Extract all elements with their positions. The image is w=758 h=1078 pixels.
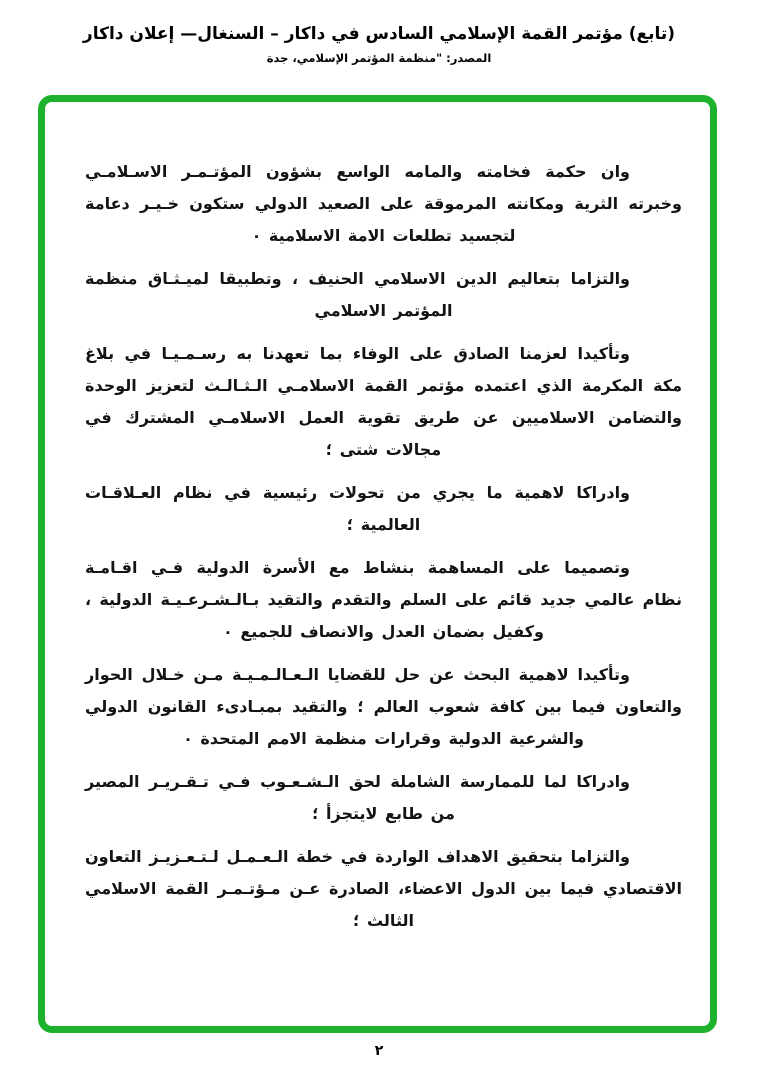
document-title: (تابع) مؤتمر القمة الإسلامي السادس في داكار – السنغال— إعلان داكار: [82, 24, 676, 44]
paragraph: وتأكيدا لعزمنا الصادق على الوفاء بما تعهدنا به رسـمـيـا في بلاغ مكة المكرمة الذي اعتمده مؤتمر القمة الاسلامـي الـثـالـث لتعزيز الوحدة والتضامن الاسلاميين عن طريق تقوية العمل الاسلامـي المشترك في مجالات شتى ؛: [85, 344, 682, 459]
paragraph: وادراكا لما للممارسة الشاملة لحق الـشـعـوب فـي تـقـريـر المصير من طابع لايتجزأ ؛: [85, 772, 630, 823]
page-footer: [0, 1040, 758, 1059]
paragraph: وان حكمة فخامته والمامه الواسع بشؤون المؤتـمـر الاسـلامـي وخبرته الثرية ومكانته المرموقة على الصعيد الدولي ستكون خـيـر دعامة لتجسيد تطلعات الامة الاسلامية ٠: [85, 162, 682, 245]
paragraph: وتأكيدا لاهمية البحث عن حل للقضايا الـعـالـمـيـة مـن خـلال الحوار والتعاون فيما بين كافة شعوب العالم ؛ والتقيد بمبـادىء القانون الدولي والشرعية الدولية وقرارات منظمة الامم المتحدة ٠: [85, 665, 682, 748]
document-source: المصدر: "منظمة المؤتمر الإسلامي، جدة: [266, 51, 492, 65]
green-border-frame: [38, 95, 717, 1033]
paragraph: والتزاما بتحقيق الاهداف الواردة في خطة الـعـمـل لـتـعـزيـز التعاون الاقتصادي فيما بين الدول الاعضاء، الصادرة عـن مـؤتـمـر القمة الاسلامي الثالث ؛: [85, 847, 682, 930]
page-number: ٢: [374, 1043, 384, 1059]
paragraph: وتصميما على المساهمة بنشاط مع الأسرة الدولية فـي اقـامـة نظام عالمي جديد قائم على السلم والتقدم والتقيد بـالـشـرعـيـة الدولية ، وكفيل بضمان العدل والانصاف للجميع ٠: [85, 558, 682, 641]
paragraph: والتزاما بتعاليم الدين الاسلامي الحنيف ، وتطبيقا لميـثـاق منظمة المؤتمر الاسلامي: [85, 269, 630, 320]
paragraph: وادراكا لاهمية ما يجري من تحولات رئيسية في نظام العـلاقـات العالمية ؛: [85, 483, 630, 534]
page-header: [0, 24, 758, 65]
document-body: [45, 102, 710, 937]
